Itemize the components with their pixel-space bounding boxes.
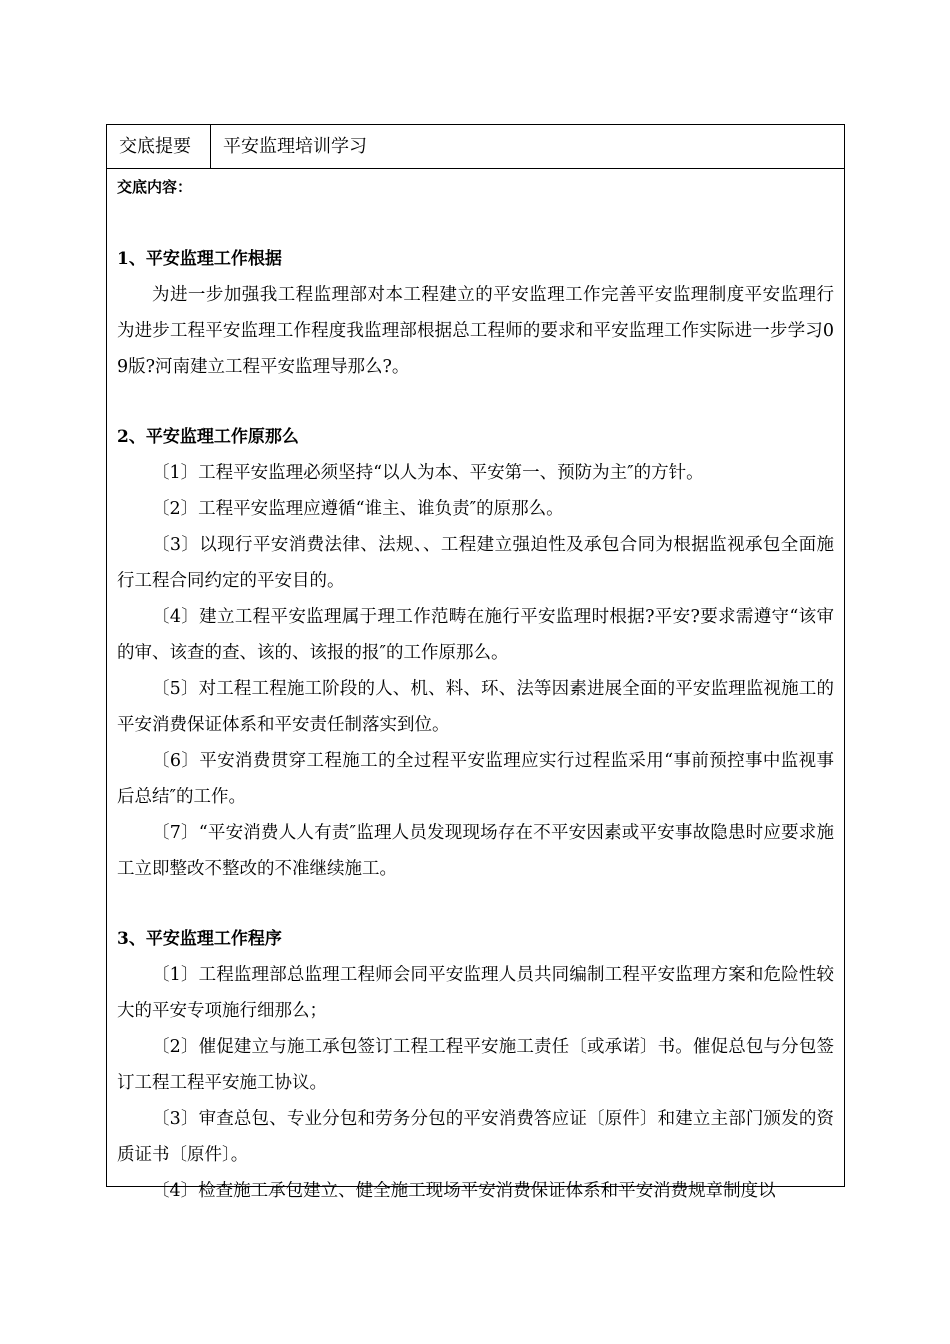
summary-label: 交底提要 xyxy=(107,125,211,168)
summary-value: 平安监理培训学习 xyxy=(223,136,367,157)
paragraph: 〔3〕审查总包、专业分包和劳务分包的平安消费答应证〔原件〕和建立主部门颁发的资质证书〔原件〕。 xyxy=(117,1109,834,1165)
paragraph: 〔1〕工程监理部总监理工程师会同平安监理人员共同编制工程平安监理方案和危险性较大的平安专项施行细那么； xyxy=(117,965,834,1021)
content-label: 交底内容： xyxy=(117,178,193,196)
paragraph: 〔1〕工程平安监理必须坚持“以人为本、平安第一、预防为主″的方针。 xyxy=(152,463,704,483)
section-title: 3、平安监理工作程序 xyxy=(117,929,282,949)
section-title: 2、平安监理工作原那么 xyxy=(117,427,299,447)
content-cell xyxy=(107,169,844,1209)
paragraph: 〔2〕催促建立与施工承包签订工程工程平安施工责任〔或承诺〕书。催促总包与分包签订工程工程平安施工协议。 xyxy=(117,1037,834,1093)
summary-row xyxy=(107,125,844,169)
section-title: 1、平安监理工作根据 xyxy=(117,249,282,269)
briefing-table xyxy=(106,124,845,1201)
paragraph: 为进一步加强我工程监理部对本工程建立的平安监理工作完善平安监理制度平安监理行为进步工程平安监理工作程度我监理部根据总工程师的要求和平安监理工作实际进一步学习09版?河南建立工程平安监理导那么?。 xyxy=(117,285,834,377)
paragraph: 〔4〕建立工程平安监理属于理工作范畴在施行平安监理时根据?平安?要求需遵守“该审的审、该查的查、该的、该报的报″的工作原那么。 xyxy=(117,607,834,663)
paragraph: 〔2〕工程平安监理应遵循“谁主、谁负责″的原那么。 xyxy=(152,499,564,519)
paragraph: 〔5〕对工程工程施工阶段的人、机、料、环、法等因素进展全面的平安监理监视施工的平安消费保证体系和平安责任制落实到位。 xyxy=(117,679,834,735)
paragraph: 〔4〕检查施工承包建立、健全施工现场平安消费保证体系和平安消费规章制度以 xyxy=(152,1181,776,1201)
paragraph: 〔7〕“平安消费人人有责″监理人员发现现场存在不平安因素或平安事故隐患时应要求施工立即整改不整改的不准继续施工。 xyxy=(117,823,834,879)
paragraph: 〔3〕以现行平安消费法律、法规、、工程建立强迫性及承包合同为根据监视承包全面施行工程合同约定的平安目的。 xyxy=(117,535,834,591)
paragraph: 〔6〕平安消费贯穿工程施工的全过程平安监理应实行过程监采用“事前预控事中监视事后总结″的工作。 xyxy=(117,751,834,807)
